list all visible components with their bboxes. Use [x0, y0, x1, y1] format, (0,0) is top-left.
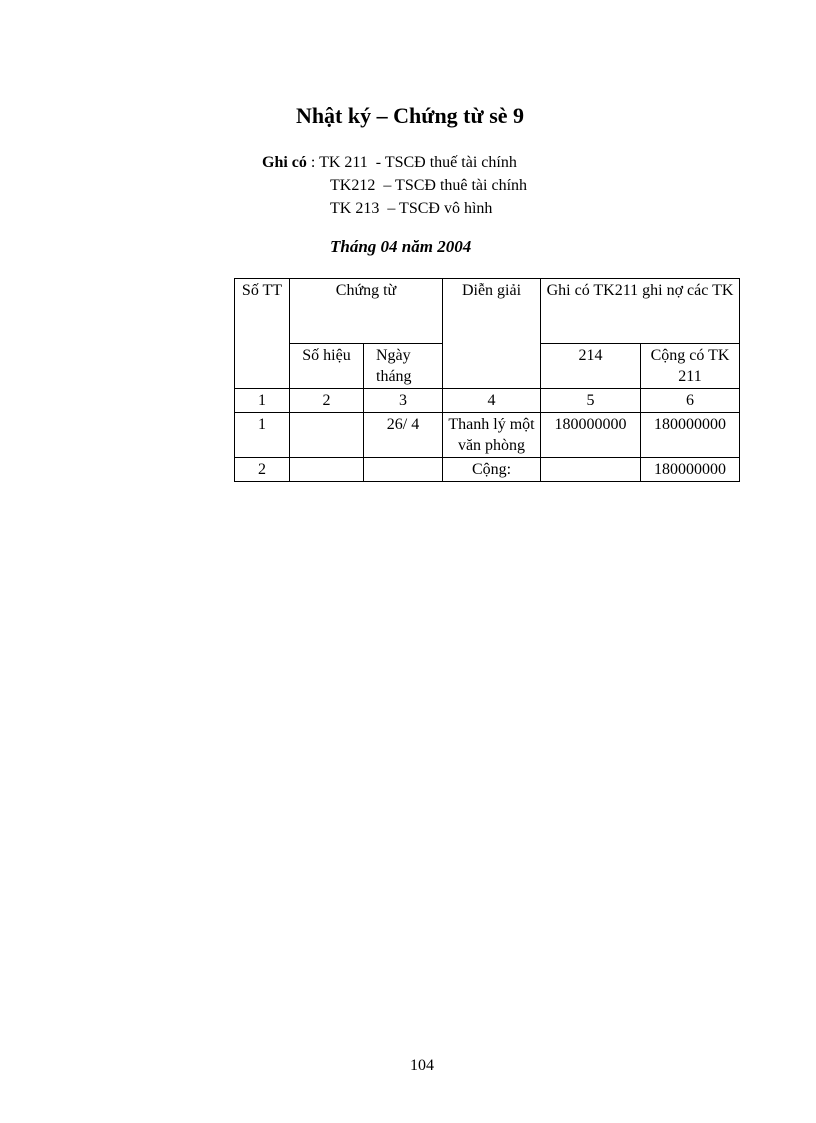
row-ngay-thang: 26/ 4	[364, 413, 443, 458]
credit-account-212: TK212 – TSCĐ thuê tài chính	[330, 177, 528, 194]
column-number: 6	[641, 389, 740, 413]
table-row	[235, 413, 740, 458]
row-stt: 1	[235, 413, 290, 458]
header-row-1	[235, 279, 740, 344]
row-ngay-thang	[364, 458, 443, 482]
page-number: 104	[410, 1057, 434, 1074]
journal-table	[234, 278, 740, 482]
header-so-hieu: Số hiệu	[290, 344, 364, 389]
row-so-hieu	[290, 413, 364, 458]
row-cong-co: 180000000	[641, 413, 740, 458]
header-so-tt: Số TT	[235, 279, 290, 389]
page-title: Nhật ký – Chứng từ sè 9	[295, 103, 525, 128]
credit-separator: :	[310, 154, 316, 171]
credit-line-1	[262, 151, 527, 174]
row-dien-giai: Cộng:	[443, 458, 541, 482]
credit-account-211: TK 211 - TSCĐ thuế tài chính	[319, 154, 517, 171]
column-number: 4	[443, 389, 541, 413]
credit-line-3	[262, 197, 527, 220]
header-chung-tu: Chứng từ	[290, 279, 443, 344]
credit-label: Ghi có	[262, 154, 307, 171]
header-ghi-co: Ghi có TK211 ghi nợ các TK	[541, 279, 740, 344]
column-number: 1	[235, 389, 290, 413]
header-dien-giai: Diễn giải	[443, 279, 541, 389]
credit-account-213: TK 213 – TSCĐ vô hình	[330, 200, 493, 217]
table-row-total	[235, 458, 740, 482]
column-number: 5	[541, 389, 641, 413]
row-tk214: 180000000	[541, 413, 641, 458]
column-number: 2	[290, 389, 364, 413]
row-tk214	[541, 458, 641, 482]
header-ngay-thang: Ngày tháng	[364, 344, 443, 389]
credit-accounts	[262, 151, 527, 220]
header-cong-co: Cộng có TK 211	[641, 344, 740, 389]
row-so-hieu	[290, 458, 364, 482]
row-dien-giai: Thanh lý một văn phòng	[443, 413, 541, 458]
credit-line-2	[262, 174, 527, 197]
row-cong-co: 180000000	[641, 458, 740, 482]
report-month: Tháng 04 năm 2004	[330, 237, 472, 256]
header-tk214: 214	[541, 344, 641, 389]
row-stt: 2	[235, 458, 290, 482]
column-number: 3	[364, 389, 443, 413]
column-number-row	[235, 389, 740, 413]
